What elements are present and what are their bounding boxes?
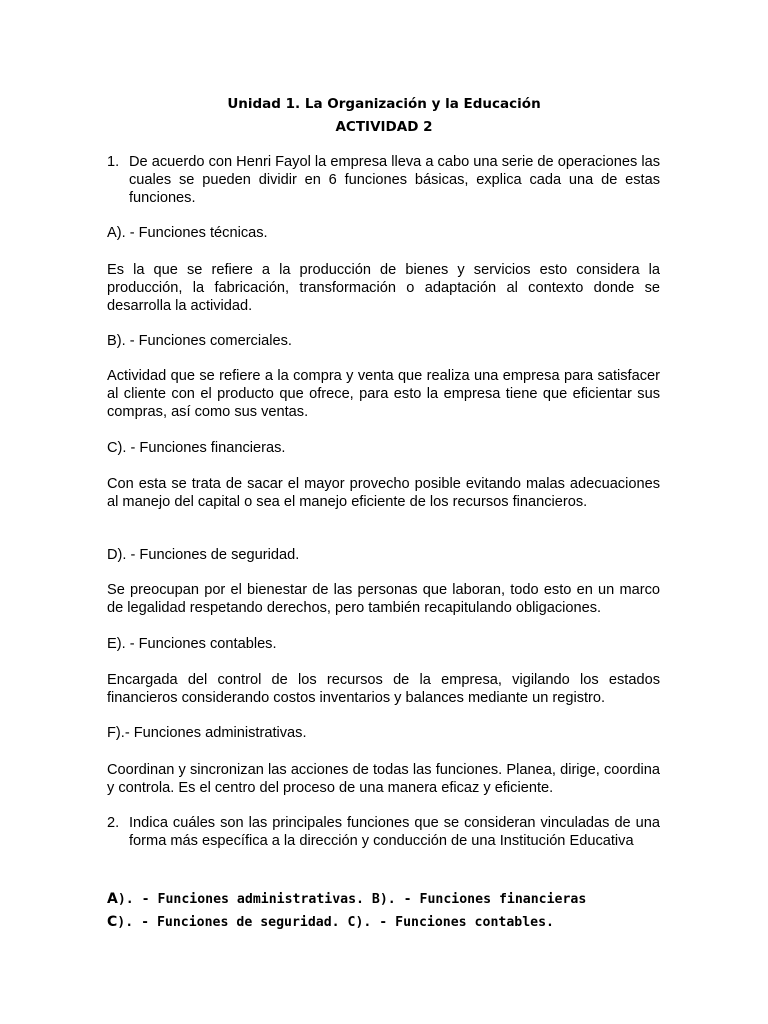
section-d-heading: D). - Funciones de seguridad.: [107, 547, 300, 563]
section-c-heading: C). - Funciones financieras.: [107, 440, 286, 456]
question-2-text: Indica cuáles son las principales funciones que se consideran vinculadas de una forma más específica a la dirección y conducción de una Institución Educativa: [129, 815, 660, 849]
document-title: Unidad 1. La Organización y la Educación: [227, 96, 541, 112]
section-e-heading: E). - Funciones contables.: [107, 636, 277, 652]
section-a-heading: A). - Funciones técnicas.: [107, 225, 268, 241]
answer-line-2: [107, 913, 667, 932]
answer-line-1: [107, 890, 667, 909]
answer-line-1-lead: A: [107, 891, 118, 907]
section-b-heading: B). - Funciones comerciales.: [107, 333, 292, 349]
question-1-text: De acuerdo con Henri Fayol la empresa lleva a cabo una serie de operaciones las cuales se pueden dividir en 6 funciones básicas, explica cada una de estas funciones.: [129, 154, 660, 206]
answer-line-2-text: ). - Funciones de seguridad. C). - Funciones contables.: [117, 915, 554, 930]
section-d-body: Se preocupan por el bienestar de las personas que laboran, todo esto en un marco de legalidad respetando derechos, pero también recapitulando obligaciones.: [107, 582, 660, 616]
section-b-body: Actividad que se refiere a la compra y venta que realiza una empresa para satisfacer al cliente con el producto que ofrece, para esto la empresa tiene que eficientar sus compras, así como sus ventas.: [107, 368, 660, 420]
question-1-number: 1.: [107, 154, 120, 170]
section-c-body: Con esta se trata de sacar el mayor provecho posible evitando malas adecuaciones al manejo del capital o sea el manejo eficiente de los recursos financieros.: [107, 476, 660, 510]
section-e-body: Encargada del control de los recursos de la empresa, vigilando los estados financieros considerando costos inventarios y balances mediante un registro.: [107, 672, 660, 706]
answer-line-2-lead: C: [107, 914, 118, 930]
activity-title: ACTIVIDAD 2: [335, 119, 433, 135]
answer-line-1-text: ). - Funciones administrativas. B). - Funciones financieras: [117, 892, 587, 907]
section-f-heading: F).- Funciones administrativas.: [107, 725, 307, 741]
section-a-body: Es la que se refiere a la producción de bienes y servicios esto considera la producción, la fabricación, transformación o adaptación al contexto donde se desarrolla la actividad.: [107, 262, 660, 314]
section-f-body: Coordinan y sincronizan las acciones de todas las funciones. Planea, dirige, coordina y controla. Es el centro del proceso de una manera eficaz y eficiente.: [107, 762, 660, 796]
question-2-number: 2.: [107, 815, 120, 831]
